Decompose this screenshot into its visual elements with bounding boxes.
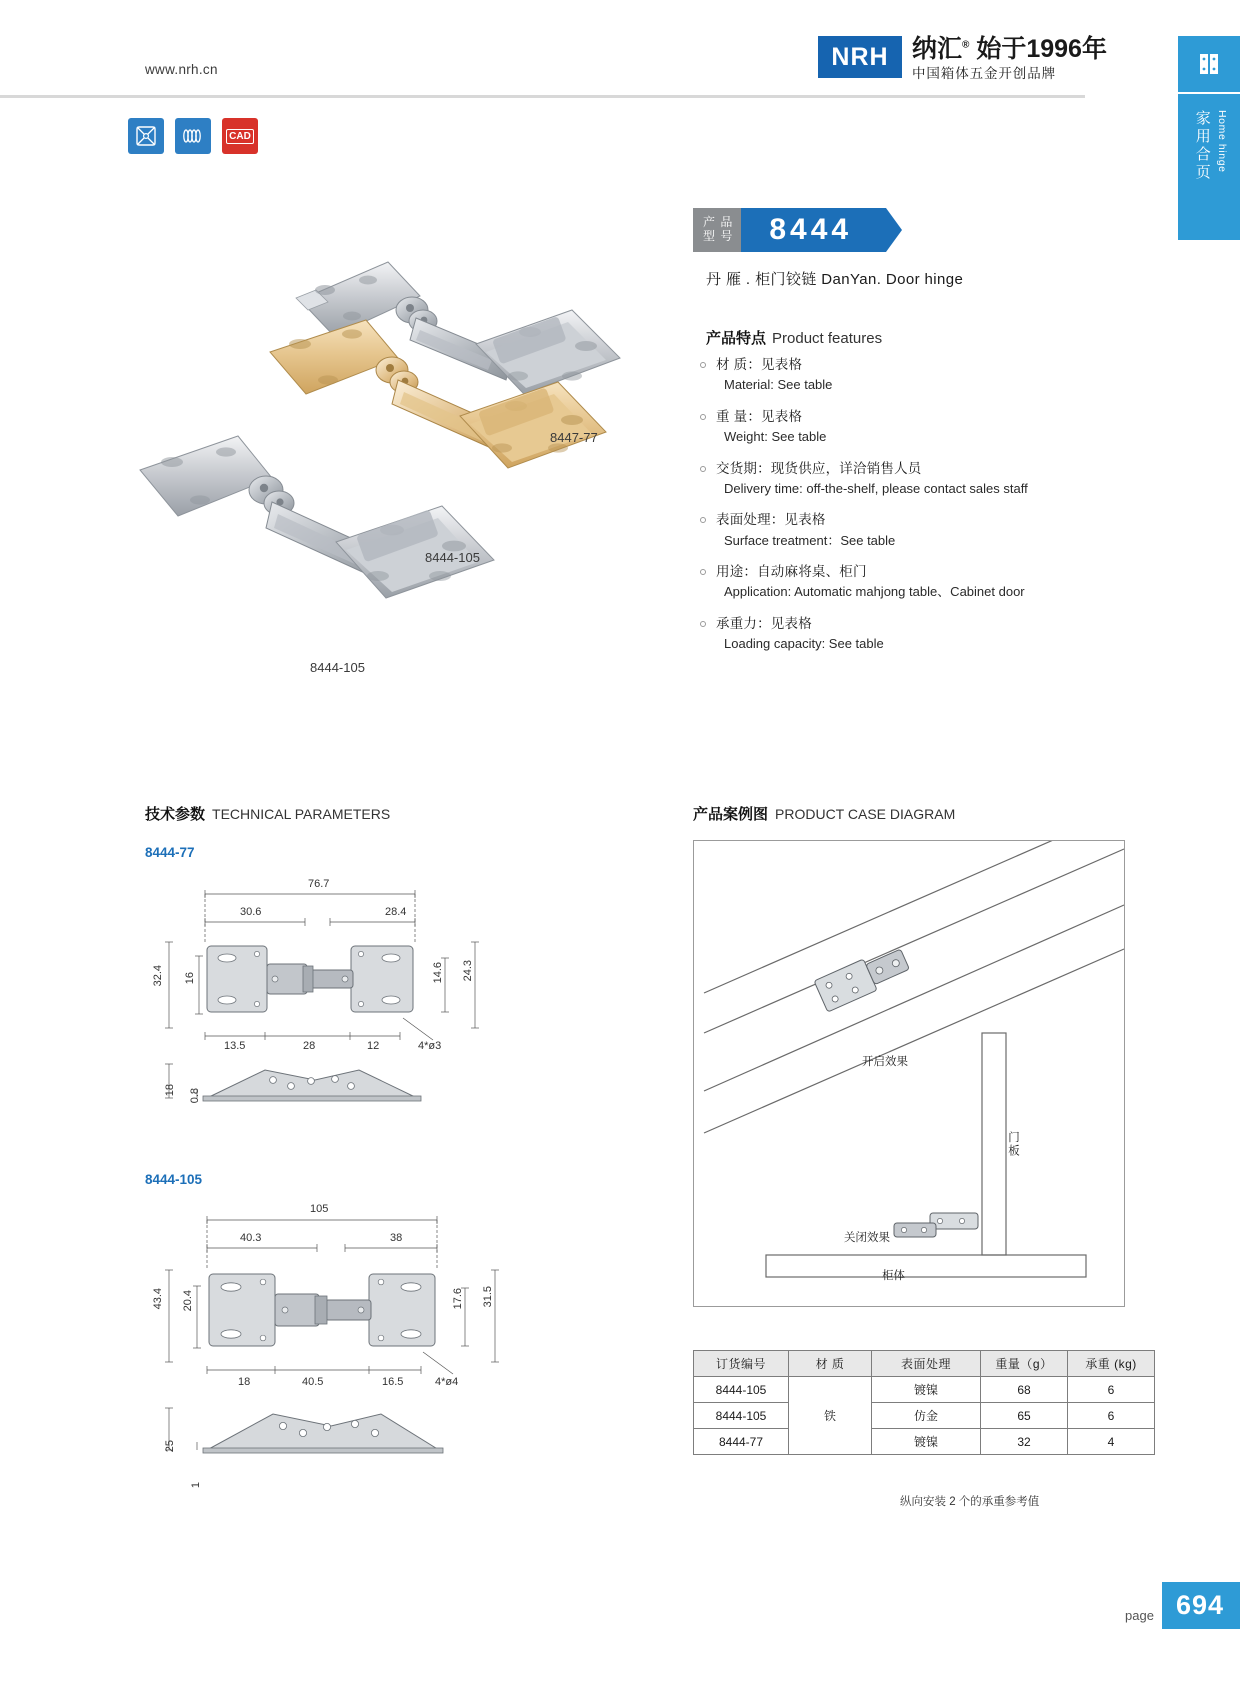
logo-brand-cn: 纳汇 (912, 35, 963, 63)
case-diagram-heading (693, 803, 955, 824)
dimension-label: 4*ø3 (418, 1040, 442, 1052)
cell-surface: 镀镍 (872, 1377, 981, 1403)
category-label-cn: 家用合页 (1193, 110, 1211, 182)
page-footer (1125, 1582, 1240, 1629)
table-header-row (694, 1351, 1155, 1377)
feature-text-cn: 材 质：见表格 (716, 357, 803, 372)
product-subtitle: 丹 雁 . 柜门铰链 DanYan. Door hinge (706, 271, 964, 288)
feature-text-en: Weight: See table (724, 429, 827, 444)
cell-capacity: 4 (1068, 1429, 1155, 1455)
bullet-icon (700, 362, 706, 368)
cell-weight: 32 (981, 1429, 1068, 1455)
website-url: www.nrh.cn (145, 62, 218, 77)
tech-group-label-8444-77: 8444-77 (145, 845, 195, 860)
dimension-label: 14.6 (432, 962, 444, 984)
dimension-label: 105 (310, 1203, 329, 1215)
cell-surface: 镀镍 (872, 1429, 981, 1455)
drawing-8444-105 (145, 1186, 525, 1516)
case-heading-cn: 产品案例图 (693, 806, 769, 823)
dimension-label: 24.3 (462, 960, 474, 982)
col-capacity: 承重 (kg) (1068, 1351, 1155, 1377)
bullet-icon (700, 466, 706, 472)
dimension-label: 40.5 (302, 1376, 324, 1388)
tech-group-label-8444-105: 8444-105 (145, 1172, 203, 1187)
category-label-en: Home hinge (1216, 110, 1228, 173)
cell-capacity: 6 (1068, 1403, 1155, 1429)
category-tab-body (1178, 94, 1240, 240)
dimension-label: 16 (184, 972, 196, 985)
feature-item (700, 614, 1130, 654)
cell-order-no: 8444-77 (694, 1429, 789, 1455)
dimension-label: 1 (190, 1482, 202, 1489)
table-note: 纵向安装 2 个的承重参考值 (900, 1496, 1040, 1508)
col-material: 材 质 (789, 1351, 872, 1377)
features-heading (706, 327, 882, 348)
page-label: page (1125, 1608, 1154, 1623)
feature-text-cn: 重 量：见表格 (716, 408, 803, 424)
case-label-cabinet: 柜体 (882, 1270, 905, 1282)
feature-text-cn: 承重力：见表格 (716, 615, 812, 631)
features-heading-en: Product features (772, 330, 883, 347)
category-side-tab[interactable] (1178, 36, 1240, 240)
model-tag-line1: 产 品 (703, 215, 734, 230)
tech-params-heading-en: TECHNICAL PARAMETERS (212, 806, 391, 822)
logo-mark-nrh: NRH (818, 36, 902, 78)
feature-text-cn: 交货期：现货供应，详洽销售人员 (716, 460, 922, 476)
col-weight: 重量（g） (981, 1351, 1068, 1377)
model-number: 8444 (741, 208, 886, 252)
logo-since: 始于1996年 (976, 35, 1107, 63)
drawing-icon[interactable] (128, 118, 164, 154)
dimension-label: 76.7 (308, 878, 330, 890)
dimension-label: 40.3 (240, 1232, 262, 1244)
feature-item (700, 562, 1130, 602)
feature-text-en: Surface treatment：See table (724, 532, 896, 548)
feature-item (700, 355, 1130, 395)
cell-order-no: 8444-105 (694, 1377, 789, 1403)
feature-text-cn: 用途：自动麻将桌、柜门 (716, 564, 867, 579)
feature-text-en: Material: See table (724, 377, 833, 393)
case-label-closed: 关闭效果 (844, 1232, 890, 1244)
dimension-label: 17.6 (452, 1288, 464, 1310)
case-label-door-panel: 门板 (1007, 1131, 1019, 1158)
dimension-label: 4*ø4 (435, 1376, 459, 1388)
tech-params-heading (145, 803, 390, 824)
spring-icon[interactable] (175, 118, 211, 154)
hinge-icon (1178, 36, 1240, 92)
page-number: 694 (1162, 1582, 1240, 1629)
cad-icon-label: CAD (226, 129, 254, 144)
dimension-label: 28.4 (385, 906, 407, 918)
header-divider (0, 95, 1085, 98)
logo-slogan: 中国箱体五金开创品牌 (912, 66, 1056, 81)
photo-caption: 8447-77 (550, 430, 598, 445)
dimension-label: 18 (238, 1376, 251, 1388)
cad-icon[interactable] (222, 118, 258, 154)
hinge-photo-8444-105-steel (140, 436, 494, 598)
dimension-label: 31.5 (482, 1286, 494, 1308)
bullet-icon (700, 569, 706, 575)
feature-item (700, 510, 1130, 550)
bullet-icon (700, 414, 706, 420)
dimension-label: 43.4 (152, 1288, 164, 1310)
dimension-label: 28 (303, 1040, 316, 1052)
brand-logo (818, 36, 1107, 82)
cell-weight: 68 (981, 1377, 1068, 1403)
case-diagram (693, 840, 1125, 1307)
logo-registered-mark: ® (962, 39, 970, 51)
cell-order-no: 8444-105 (694, 1403, 789, 1429)
bullet-icon (700, 517, 706, 523)
dimension-label: 13.5 (224, 1040, 246, 1052)
feature-item (700, 407, 1130, 447)
dimension-label: 25 (164, 1440, 176, 1453)
col-order-no: 订货编号 (694, 1351, 789, 1377)
dimension-label: 18 (164, 1084, 176, 1097)
resource-icon-row (128, 118, 258, 154)
features-heading-cn: 产品特点 (706, 330, 767, 347)
product-photo-group (120, 240, 680, 710)
cell-material: 铁 (789, 1377, 872, 1455)
dimension-label: 32.4 (152, 965, 164, 987)
cell-weight: 65 (981, 1403, 1068, 1429)
feature-text-en: Loading capacity: See table (724, 636, 884, 651)
table-row (694, 1377, 1155, 1403)
table-row (694, 1429, 1155, 1455)
cell-surface: 仿金 (872, 1403, 981, 1429)
logo-title-cn (912, 36, 1107, 63)
feature-item (700, 459, 1130, 499)
model-tag-line2: 型 号 (703, 229, 734, 243)
bullet-icon (700, 621, 706, 627)
feature-text-cn: 表面处理：见表格 (716, 512, 826, 528)
photo-caption: 8444-105 (425, 550, 480, 565)
feature-text-en: Application: Automatic mahjong table、Cabinet door (724, 584, 1025, 600)
dimension-label: 30.6 (240, 906, 262, 918)
features-list (700, 355, 1130, 666)
spec-table (693, 1350, 1155, 1455)
feature-text-en: Delivery time: off-the-shelf, please contact sales staff (724, 480, 1028, 496)
model-tag-label (693, 208, 741, 252)
dimension-label: 12 (367, 1040, 380, 1052)
cell-capacity: 6 (1068, 1377, 1155, 1403)
dimension-label: 0.8 (189, 1088, 201, 1104)
model-badge (693, 208, 886, 252)
page-header (0, 0, 1240, 96)
case-heading-en: PRODUCT CASE DIAGRAM (775, 806, 956, 822)
col-surface: 表面处理 (872, 1351, 981, 1377)
dimension-label: 20.4 (182, 1290, 194, 1312)
table-row (694, 1403, 1155, 1429)
dimension-label: 38 (390, 1232, 403, 1244)
case-label-open: 开启效果 (862, 1056, 908, 1068)
tech-params-heading-cn: 技术参数 (145, 806, 206, 823)
photo-caption: 8444-105 (310, 660, 365, 675)
dimension-label: 16.5 (382, 1376, 404, 1388)
